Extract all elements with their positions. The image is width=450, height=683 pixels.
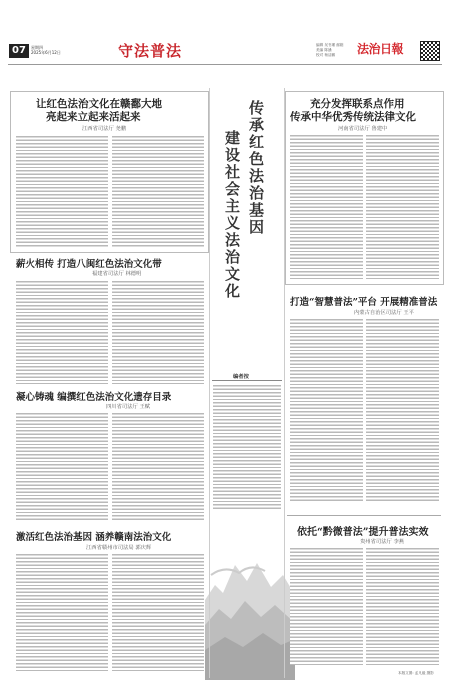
editors-line: 校对 杨洁鹏 — [316, 53, 336, 57]
mountain-illustration — [205, 505, 295, 680]
article-title: 依托“黔微普法”提升普法实效 — [297, 527, 429, 538]
article-body — [112, 412, 204, 522]
section-title: 守法普法 — [118, 42, 183, 60]
masthead — [0, 0, 450, 80]
editors-line: 美编 陈涵 — [316, 48, 332, 52]
vertical-title-line: 建设社会主义法治文化 — [223, 130, 241, 300]
editor-note-label: 编者按 — [233, 374, 249, 380]
article-body — [16, 135, 108, 247]
article-title: 亮起来立起来活起来 — [46, 111, 141, 123]
article-author: 河南省司法厅 鲁建中 — [338, 126, 388, 132]
article-body — [16, 280, 108, 384]
article-author: 贵州省司法厅 李燕 — [360, 539, 405, 545]
article-body — [290, 134, 363, 279]
article-title: 充分发挥联系点作用 — [310, 98, 405, 110]
editor-note-body — [213, 384, 281, 510]
edition-weekday: 星期四 — [31, 45, 43, 50]
article-title: 让红色法治文化在赣鄱大地 — [36, 98, 162, 110]
article-author: 四川省司法厅 王赋 — [106, 404, 151, 410]
page-number-badge: 07 — [9, 44, 29, 58]
article-body — [366, 134, 439, 279]
editors-box — [316, 43, 343, 58]
qr-code-icon — [420, 41, 440, 61]
paper-logo: 法治日報 — [357, 42, 404, 56]
edition-date-text: 2025年6月12日 — [31, 50, 61, 55]
article-author: 江西省赣州市司法局 郭庆辉 — [86, 545, 152, 551]
article-body — [290, 547, 363, 665]
edition-date — [31, 45, 61, 55]
article-title: 薪火相传 打造八闽红色法治文化带 — [16, 259, 162, 270]
section-divider — [287, 515, 441, 516]
article-title: 激活红色法治基因 涵养赣南法治文化 — [16, 532, 172, 543]
article-title: 打造“智慧普法”平台 开展精准普法 — [290, 297, 438, 308]
article-body — [112, 280, 204, 384]
article-body — [290, 318, 363, 501]
article-body — [112, 553, 204, 673]
column-divider — [284, 88, 285, 678]
article-body — [16, 553, 108, 673]
masthead-rule — [8, 64, 442, 65]
article-body — [112, 135, 204, 247]
article-body — [366, 318, 439, 501]
article-title: 传承中华优秀传统法律文化 — [290, 111, 416, 123]
article-author: 江西省司法厅 尧鹏 — [82, 126, 127, 132]
article-author: 福建省司法厅 林德明 — [92, 271, 142, 277]
article-author: 内蒙古自治区司法厅 王平 — [354, 310, 414, 316]
article-body — [16, 412, 108, 522]
article-title: 凝心铸魂 编撰红色法治文化遗存目录 — [16, 392, 172, 403]
column-divider — [209, 88, 210, 678]
editors-line: 编辑 吴书瑾 邮箱 — [316, 43, 344, 47]
footer-note: 本版文图: 孟凡毅 摄影 — [398, 671, 434, 675]
article-body — [366, 547, 439, 665]
vertical-title-line: 传承红色法治基因 — [247, 100, 265, 236]
editor-note-rule — [212, 380, 282, 381]
